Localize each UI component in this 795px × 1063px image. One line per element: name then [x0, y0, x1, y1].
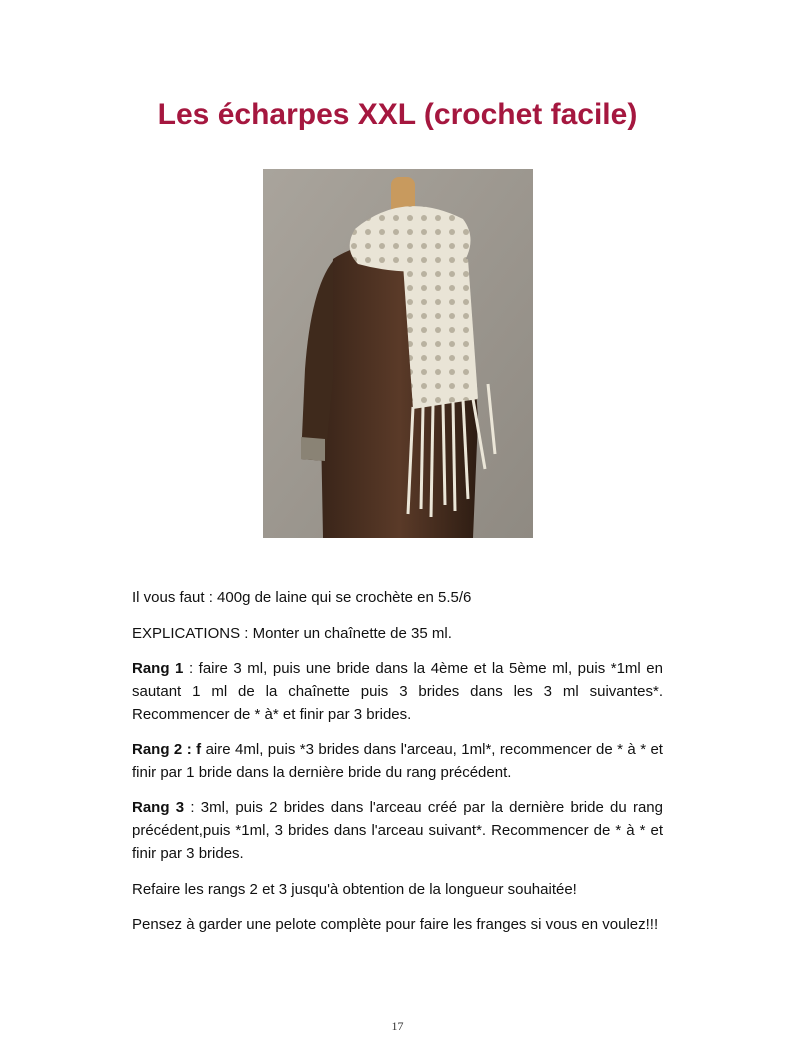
pensez-paragraph: Pensez à garder une pelote complète pour faire les franges si vous en voulez!!! [132, 916, 659, 933]
page-title: Les écharpes XXL (crochet facile) [157, 98, 638, 131]
explications-paragraph: EXPLICATIONS : Monter un chaînette de 35 ml. [132, 625, 452, 642]
refaire-paragraph: Refaire les rangs 2 et 3 jusqu'à obtention de la longueur souhaitée! [132, 881, 577, 898]
rang2-label: Rang 2 : f [132, 741, 202, 758]
rang1-text: : faire 3 ml, puis une bride dans la 4ème et la 5ème ml, puis *1ml en sautant 1 ml de la chaînette puis 3 brides dans les 3 ml suivantes*. Recommencer de * à* et finir par 3 brides. [132, 660, 663, 723]
rang2-text: aire 4ml, puis *3 brides dans l'arceau, 1ml*, recommencer de * à * et finir par 1 bride dans la dernière bride du rang précédent. [132, 741, 663, 781]
rang3-label: Rang 3 [132, 799, 185, 816]
rang1-label: Rang 1 [132, 660, 184, 677]
materials-paragraph: Il vous faut : 400g de laine qui se crochète en 5.5/6 [132, 589, 472, 606]
rang3-paragraph [132, 796, 663, 865]
rang3-text: : 3ml, puis 2 brides dans l'arceau créé par la dernière bride du rang précédent,puis *1ml, 3 brides dans l'arceau suivant*. Recommencer de * à * et finir par 3 brides. [132, 799, 663, 862]
rang2-paragraph [132, 738, 663, 784]
page-number: 17 [391, 1019, 404, 1033]
scarf-photo [263, 169, 533, 538]
scarf-on-mannequin-image [263, 169, 533, 538]
rang1-paragraph [132, 657, 663, 726]
